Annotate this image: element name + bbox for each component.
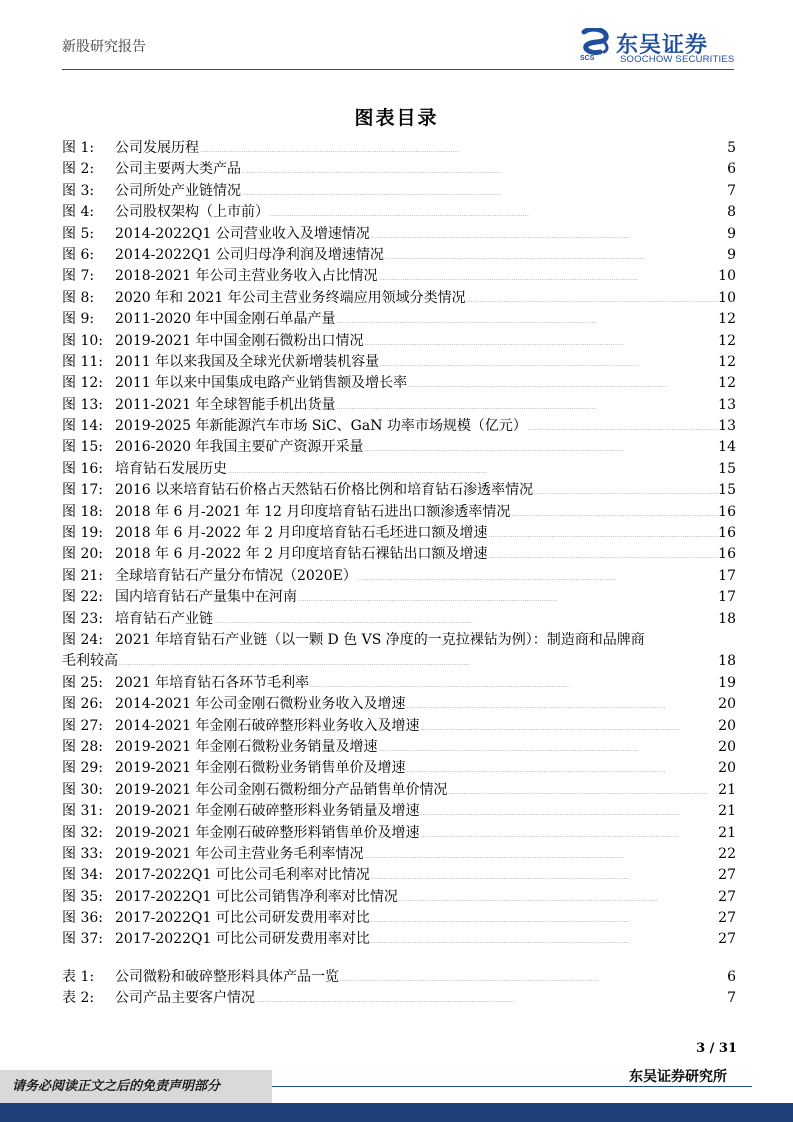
entry-page: 5 <box>727 140 736 156</box>
entry-title: 2018-2021 年公司主营业务收入占比情况 . . . <box>115 266 722 290</box>
entry-number: 图 3: <box>62 182 95 199</box>
entry-page: 17 <box>718 589 736 606</box>
entry-page: 20 <box>718 738 736 755</box>
toc-figure-entry[interactable] <box>62 566 736 587</box>
toc-figure-entry[interactable] <box>62 395 736 416</box>
entry-page: 20 <box>718 717 736 734</box>
toc-figure-entry[interactable] <box>62 673 736 694</box>
toc-figure-entry[interactable] <box>62 373 736 394</box>
entry-page: 12 <box>718 332 736 349</box>
figure-list <box>62 138 736 951</box>
entry-number: 图 29: <box>62 760 103 777</box>
entry-title: 2017-2022Q1 可比公司毛利率对比情况 . . . <box>115 865 722 889</box>
entry-title: 2018 年 6 月-2022 年 2 月印度培育钻石毛坯进口额及增速 . . . <box>115 523 722 547</box>
entry-number: 图 17: <box>62 482 103 499</box>
entry-title: 公司微粉和破碎整形料具体产品一览 . . . <box>115 967 722 991</box>
entry-title: 2011 年以来中国集成电路产业销售额及增长率 . . . <box>115 373 722 397</box>
entry-page: 12 <box>718 353 736 370</box>
toc-figure-entry[interactable] <box>62 587 736 608</box>
toc-figure-entry[interactable] <box>62 758 736 779</box>
entry-page: 22 <box>718 845 736 862</box>
entry-number: 图 12: <box>62 375 103 392</box>
entry-number: 图 4: <box>62 204 95 221</box>
footer-organization: 东吴证券研究所 <box>629 1069 727 1085</box>
toc-figure-entry[interactable] <box>62 245 736 266</box>
entry-title: 公司主要两大类产品 . . . <box>115 159 722 183</box>
entry-page: 15 <box>718 482 736 499</box>
entry-number: 图 1: <box>62 140 95 156</box>
entry-number: 图 26: <box>62 696 103 713</box>
footer-bar <box>0 1103 793 1122</box>
entry-page: 20 <box>718 760 736 777</box>
entry-title: 2016 以来培育钻石价格占天然钻石价格比例和培育钻石渗透率情况 . . . <box>115 480 722 504</box>
entry-title: 2019-2021 年中国金刚石微粉出口情况 . . . <box>115 331 722 355</box>
toc-figure-entry[interactable] <box>62 181 736 202</box>
entry-page: 6 <box>727 161 736 178</box>
toc-figure-entry[interactable] <box>62 780 736 801</box>
entry-page: 18 <box>718 653 736 670</box>
toc-figure-entry[interactable] <box>62 801 736 822</box>
toc-figure-entry[interactable] <box>62 288 736 309</box>
entry-title: 2017-2022Q1 可比公司研发费用率对比 . . . <box>115 908 722 932</box>
toc-table-entry[interactable] <box>62 967 736 988</box>
entry-page: 6 <box>727 969 736 985</box>
entry-page: 9 <box>727 246 736 263</box>
entry-page: 18 <box>718 610 736 627</box>
entry-title: 2017-2022Q1 可比公司研发费用率对比 . . . <box>115 929 722 953</box>
entry-number: 表 2: <box>62 990 95 1007</box>
page-number: 3 / 31 <box>696 1041 737 1056</box>
entry-title: 2011-2020 年中国金刚石单晶产量 . . . <box>115 309 722 333</box>
entry-number: 图 28: <box>62 738 103 755</box>
entry-title: 2014-2022Q1 公司营业收入及增速情况 . . . <box>115 224 722 248</box>
entry-title: 2014-2022Q1 公司归母净利润及增速情况 . . . <box>115 245 722 269</box>
entry-number: 图 6: <box>62 246 95 263</box>
entry-page: 8 <box>727 204 736 221</box>
report-type-label: 新股研究报告 <box>62 39 146 55</box>
entry-page: 10 <box>718 289 736 306</box>
entry-title: 2011 年以来我国及全球光伏新增装机容量 . . . <box>115 352 722 376</box>
entry-number: 图 23: <box>62 610 103 627</box>
toc-figure-entry[interactable] <box>62 929 736 950</box>
entry-number: 图 27: <box>62 717 103 734</box>
entry-title: 2018 年 6 月-2021 年 12 月印度培育钻石进出口额渗透率情况 . . . <box>115 502 722 526</box>
entry-title: 2021 年培育钻石各环节毛利率 . . . <box>115 673 722 697</box>
entry-title-line2: 毛利较高 . . . <box>62 651 718 675</box>
header-divider <box>62 69 734 70</box>
toc-figure-entry[interactable] <box>62 416 736 437</box>
entry-number: 图 13: <box>62 396 103 413</box>
entry-title: 国内培育钻石产量集中在河南 . . . <box>115 587 722 611</box>
entry-title: 2019-2021 年金刚石破碎整形料业务销量及增速 . . . <box>115 801 722 825</box>
entry-number: 图 8: <box>62 289 95 306</box>
toc-figure-entry[interactable] <box>62 544 736 565</box>
entry-number: 图 36: <box>62 910 103 927</box>
entry-number: 图 25: <box>62 674 103 691</box>
toc-figure-entry[interactable] <box>62 844 736 865</box>
entry-title: 公司所处产业链情况 . . . <box>115 181 722 205</box>
entry-page: 21 <box>718 803 736 820</box>
entry-number: 图 10: <box>62 332 103 349</box>
toc-figure-entry[interactable] <box>62 908 736 929</box>
entry-number: 图 32: <box>62 824 103 841</box>
entry-number: 图 7: <box>62 268 95 285</box>
toc-figure-entry[interactable] <box>62 266 736 287</box>
toc-figure-entry[interactable] <box>62 459 736 480</box>
entry-page: 27 <box>718 888 736 905</box>
entry-title: 全球培育钻石产量分布情况（2020E） . . . <box>115 566 722 590</box>
entry-number: 图 18: <box>62 503 103 520</box>
entry-number: 图 22: <box>62 589 103 606</box>
entry-page: 14 <box>718 439 736 456</box>
entry-page: 16 <box>718 525 736 542</box>
entry-page: 12 <box>718 311 736 328</box>
entry-page: 27 <box>718 910 736 927</box>
toc-figure-entry[interactable] <box>62 309 736 330</box>
entry-title: 2019-2021 年公司金刚石微粉细分产品销售单价情况 . . . <box>115 780 722 804</box>
toc-figure-entry[interactable] <box>62 694 736 715</box>
toc-figure-entry[interactable] <box>62 224 736 245</box>
entry-page: 12 <box>718 375 736 392</box>
entry-page: 15 <box>718 460 736 477</box>
toc-figure-entry[interactable] <box>62 331 736 352</box>
entry-number: 图 37: <box>62 931 103 948</box>
disclaimer-banner: 请务必阅读正文之后的免责声明部分 <box>0 1070 272 1103</box>
entry-title: 2019-2025 年新能源汽车市场 SiC、GaN 功率市场规模（亿元） . . . <box>115 416 722 440</box>
entry-number: 图 24: <box>62 631 103 648</box>
entry-page: 27 <box>718 867 736 884</box>
entry-title: 2018 年 6 月-2022 年 2 月印度培育钻石裸钻出口额及增速 . . . <box>115 544 722 568</box>
entry-page: 13 <box>718 418 736 435</box>
toc-figure-entry[interactable] <box>62 502 736 523</box>
entry-number: 图 16: <box>62 460 103 477</box>
entry-title: 2020 年和 2021 年公司主营业务终端应用领域分类情况 . . . <box>115 288 722 312</box>
entry-title-line1: 2021 年培育钻石产业链（以一颗 D 色 VS 净度的一克拉裸钻为例）：制造商和品牌商 <box>115 631 645 648</box>
entry-title: 2017-2022Q1 可比公司销售净利率对比情况 . . . <box>115 887 722 911</box>
entry-number: 图 11: <box>62 353 103 370</box>
entry-page: 19 <box>718 674 736 691</box>
toc-figure-entry[interactable] <box>62 609 736 630</box>
entry-page: 7 <box>727 182 736 199</box>
toc-figure-entry[interactable] <box>62 737 736 758</box>
entry-number: 图 33: <box>62 845 103 862</box>
entry-page: 27 <box>718 931 736 948</box>
toc-entry-figure-24[interactable] <box>62 630 736 673</box>
entry-title: 2019-2021 年公司主营业务毛利率情况 . . . <box>115 844 722 868</box>
entry-page: 13 <box>718 396 736 413</box>
page-title: 图表目录 <box>354 107 439 129</box>
table-list <box>62 967 736 1010</box>
entry-number: 图 9: <box>62 311 95 328</box>
entry-number: 图 31: <box>62 803 103 820</box>
company-logo <box>578 28 738 68</box>
toc-figure-entry[interactable] <box>62 202 736 223</box>
entry-number: 图 34: <box>62 867 103 884</box>
entry-page: 16 <box>718 503 736 520</box>
entry-page: 9 <box>727 225 736 242</box>
logo-english-name: SOOCHOW SECURITIES <box>620 54 735 65</box>
entry-title: 2014-2021 年金刚石破碎整形料业务收入及增速 . . . <box>115 716 722 740</box>
entry-title: 公司产品主要客户情况 . . . <box>115 988 722 1012</box>
entry-title: 2011-2021 年全球智能手机出货量 . . . <box>115 395 722 419</box>
soochow-logo-icon <box>578 28 612 56</box>
toc-figure-entry[interactable] <box>62 716 736 737</box>
entry-number: 图 19: <box>62 525 103 542</box>
toc-figure-entry[interactable] <box>62 480 736 501</box>
entry-number: 图 5: <box>62 225 95 242</box>
footer-divider <box>272 1086 752 1087</box>
toc-figure-entry[interactable] <box>62 352 736 373</box>
toc-figure-entry[interactable] <box>62 159 736 180</box>
entry-number: 图 20: <box>62 546 103 563</box>
entry-title: 2014-2021 年公司金刚石微粉业务收入及增速 . . . <box>115 694 722 718</box>
entry-page: 10 <box>718 268 736 285</box>
entry-title: 公司发展历程 . . . <box>115 138 722 162</box>
toc-figure-entry[interactable] <box>62 887 736 908</box>
toc-table-entry[interactable] <box>62 988 736 1009</box>
toc-figure-entry[interactable] <box>62 437 736 458</box>
entry-number: 表 1: <box>62 969 95 985</box>
entry-page: 16 <box>718 546 736 563</box>
entry-title: 培育钻石产业链 . . . <box>115 609 722 633</box>
entry-title: 培育钻石发展历史 . . . <box>115 459 722 483</box>
entry-page: 21 <box>718 781 736 798</box>
toc-figure-entry[interactable] <box>62 865 736 886</box>
entry-number: 图 2: <box>62 161 95 178</box>
entry-number: 图 35: <box>62 888 103 905</box>
entry-page: 7 <box>727 990 736 1007</box>
entry-title: 2019-2021 年金刚石微粉业务销量及增速 . . . <box>115 737 722 761</box>
entry-page: 17 <box>718 567 736 584</box>
entry-number: 图 15: <box>62 439 103 456</box>
toc-figure-entry[interactable] <box>62 523 736 544</box>
entry-page: 20 <box>718 696 736 713</box>
toc-figure-entry[interactable] <box>62 823 736 844</box>
logo-abbreviation: SCS <box>580 55 595 62</box>
entry-title: 2016-2020 年我国主要矿产资源开采量 . . . <box>115 437 722 461</box>
entry-number: 图 30: <box>62 781 103 798</box>
entry-title: 2019-2021 年金刚石破碎整形料销售单价及增速 . . . <box>115 823 722 847</box>
entry-number: 图 21: <box>62 567 103 584</box>
logo-chinese-name: 东吴证券 <box>616 33 709 58</box>
entry-title: 公司股权架构（上市前） . . . <box>115 202 722 226</box>
entry-number: 图 14: <box>62 418 103 435</box>
entry-title: 2019-2021 年金刚石微粉业务销售单价及增速 . . . <box>115 758 722 782</box>
toc-figure-entry[interactable] <box>62 138 736 159</box>
entry-page: 21 <box>718 824 736 841</box>
